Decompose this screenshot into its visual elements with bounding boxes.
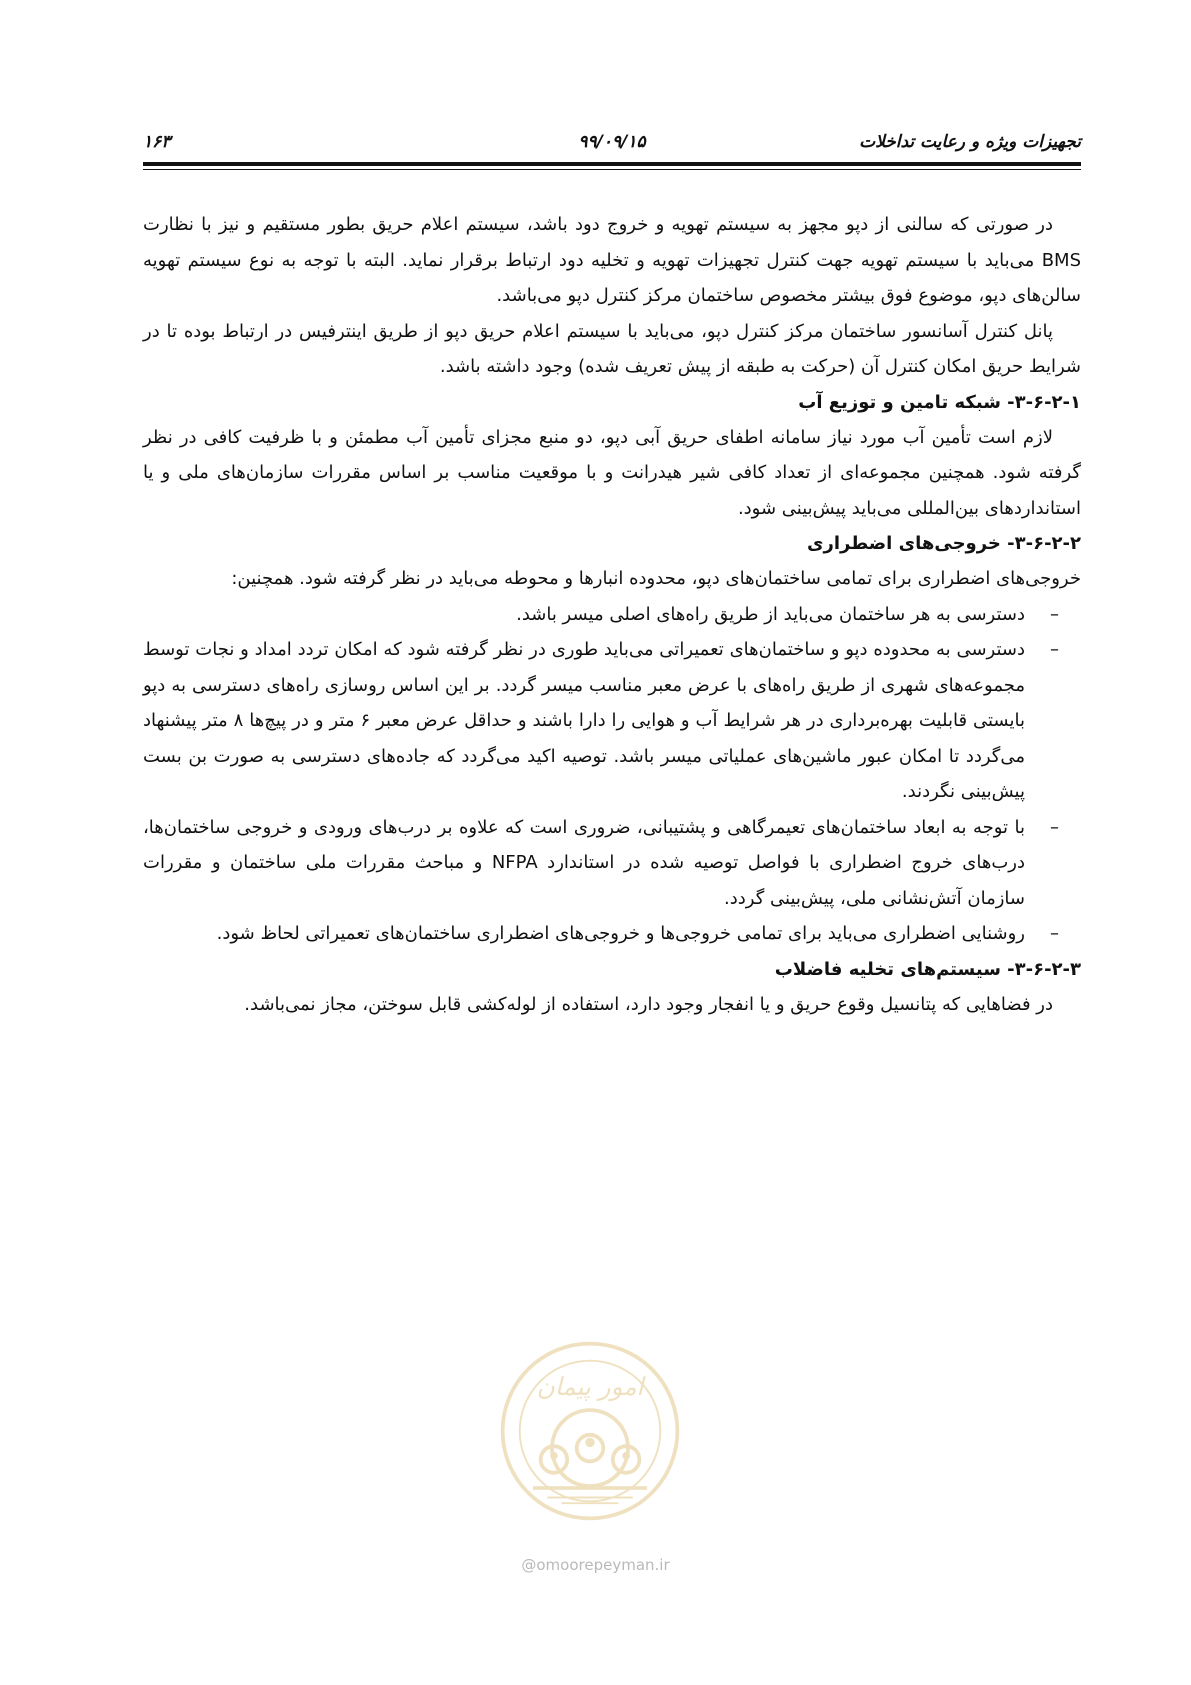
header-rule-thin xyxy=(143,169,1081,170)
list-item xyxy=(143,810,1081,917)
watermark-logo-text: امور پیمان xyxy=(536,1371,644,1401)
header-rule-thick xyxy=(143,162,1081,166)
watermark-logo-icon xyxy=(495,1336,685,1526)
header-title: تجهیزات ویژه و رعایت تداخلات xyxy=(859,132,1081,152)
list-item-text: روشنایی اضطراری می‌باید برای تمامی خروجی‌ها و خروجی‌های اضطراری ساختمان‌های تعمیراتی لحاظ شود. xyxy=(216,923,1025,944)
list-item-text: دسترسی به هر ساختمان می‌باید از طریق راه‌های اصلی میسر باشد. xyxy=(516,603,1025,625)
list-item-text: دسترسی به محدوده دپو و ساختمان‌های تعمیراتی می‌باید طوری در نظر گرفته شود که امکان تردد امداد و نجات توسط مجموعه‌های شهری از طریق راه‌های با عرض معبر مناسب میسر گردد. بر این اساس روسازی راه‌های دسترسی به دپو بایستی قابلیت بهره‌برداری در هر شرایط آب و هوایی را دارا باشند و حداقل عرض معبر ۶ متر و در پیچ‌ها ۸ متر پیشنهاد می‌گردد تا امکان عبور ماشین‌های عملیاتی میسر باشد. توصیه اکید می‌گردد که جاده‌های دسترسی به صورت بن بست پیش‌بینی نگردند. xyxy=(143,639,1025,802)
list-item xyxy=(143,597,1081,633)
dash-bullet: – xyxy=(1050,923,1059,944)
page-number: ۱۶۳ xyxy=(143,132,171,152)
paragraph-wastewater: در فضاهایی که پتانسیل وقوع حریق و یا انفجار وجود دارد، استفاده از لوله‌کشی قابل سوختن، مجاز نمی‌باشد. xyxy=(244,993,1053,1015)
paragraph-water-supply: لازم است تأمین آب مورد نیاز سامانه اطفای حریق آبی دپو، دو منبع مجزای تأمین آب مطمئن و با ظرفیت کافی در نظر گرفته شود. همچنین مجموعه‌ای از تعداد کافی شیر هیدرانت و با موقعیت مناسب بر اساس مقررات سازمان‌های ملی و یا استانداردهای بین‌المللی می‌باید پیش‌بینی شود. xyxy=(143,426,1081,519)
paragraph-bms-ventilation: در صورتی که سالنی از دپو مجهز به سیستم تهویه و خروج دود باشد، سیستم اعلام حریق بطور مستقیم و نیز با نظارت BMS می‌باید با سیستم تهویه جهت کنترل تجهیزات تهویه و تخلیه دود ارتباط برقرار نماید. البته با توجه به نوع سیستم تهویه سالن‌های دپو، موضوع فوق بیشتر مخصوص ساختمان مرکز کنترل دپو می‌باشد. xyxy=(143,214,1081,306)
list-item xyxy=(143,916,1081,952)
dash-bullet: – xyxy=(1050,816,1059,838)
paragraph-elevator-panel: پانل کنترل آسانسور ساختمان مرکز کنترل دپو، می‌باید با سیستم اعلام حریق دپو از طریق اینترفیس در ارتباط بوده تا در شرایط حریق امکان کنترل آن (حرکت به طبقه از پیش تعریف شده) وجود داشته باشد. xyxy=(143,320,1081,377)
paragraph-emergency-exits-intro: خروجی‌های اضطراری برای تمامی ساختمان‌های دپو، محدوده انبارها و محوطه می‌باید در نظر گرفته شود. همچنین: xyxy=(231,568,1081,589)
section-heading-water-supply: ۳-۶-۲-۱- شبکه تامین و توزیع آب xyxy=(798,391,1081,413)
document-body xyxy=(143,207,1081,1022)
dash-bullet: – xyxy=(1050,603,1059,625)
list-item-text: با توجه به ابعاد ساختمان‌های تعیمرگاهی و پشتیبانی، ضروری است که علاوه بر درب‌های ورودی و خروجی ساختمان‌ها، درب‌های خروج اضطراری با فواصل توصیه شده در استاندارد NFPA و مباحث مقررات ملی ساختمان و مقررات سازمان آتش‌نشانی ملی، پیش‌بینی گردد. xyxy=(143,816,1025,909)
section-heading-wastewater: ۳-۶-۲-۳- سیستم‌های تخلیه فاضلاب xyxy=(774,958,1081,980)
header-date: ۹۹/۰۹/۱۵ xyxy=(578,132,646,152)
watermark-url: @omoorepeyman.ir xyxy=(521,1556,670,1574)
emergency-exits-list xyxy=(143,597,1081,952)
section-heading-emergency-exits: ۳-۶-۲-۲- خروجی‌های اضطراری xyxy=(807,533,1081,554)
dash-bullet: – xyxy=(1050,639,1059,660)
list-item xyxy=(143,632,1081,810)
